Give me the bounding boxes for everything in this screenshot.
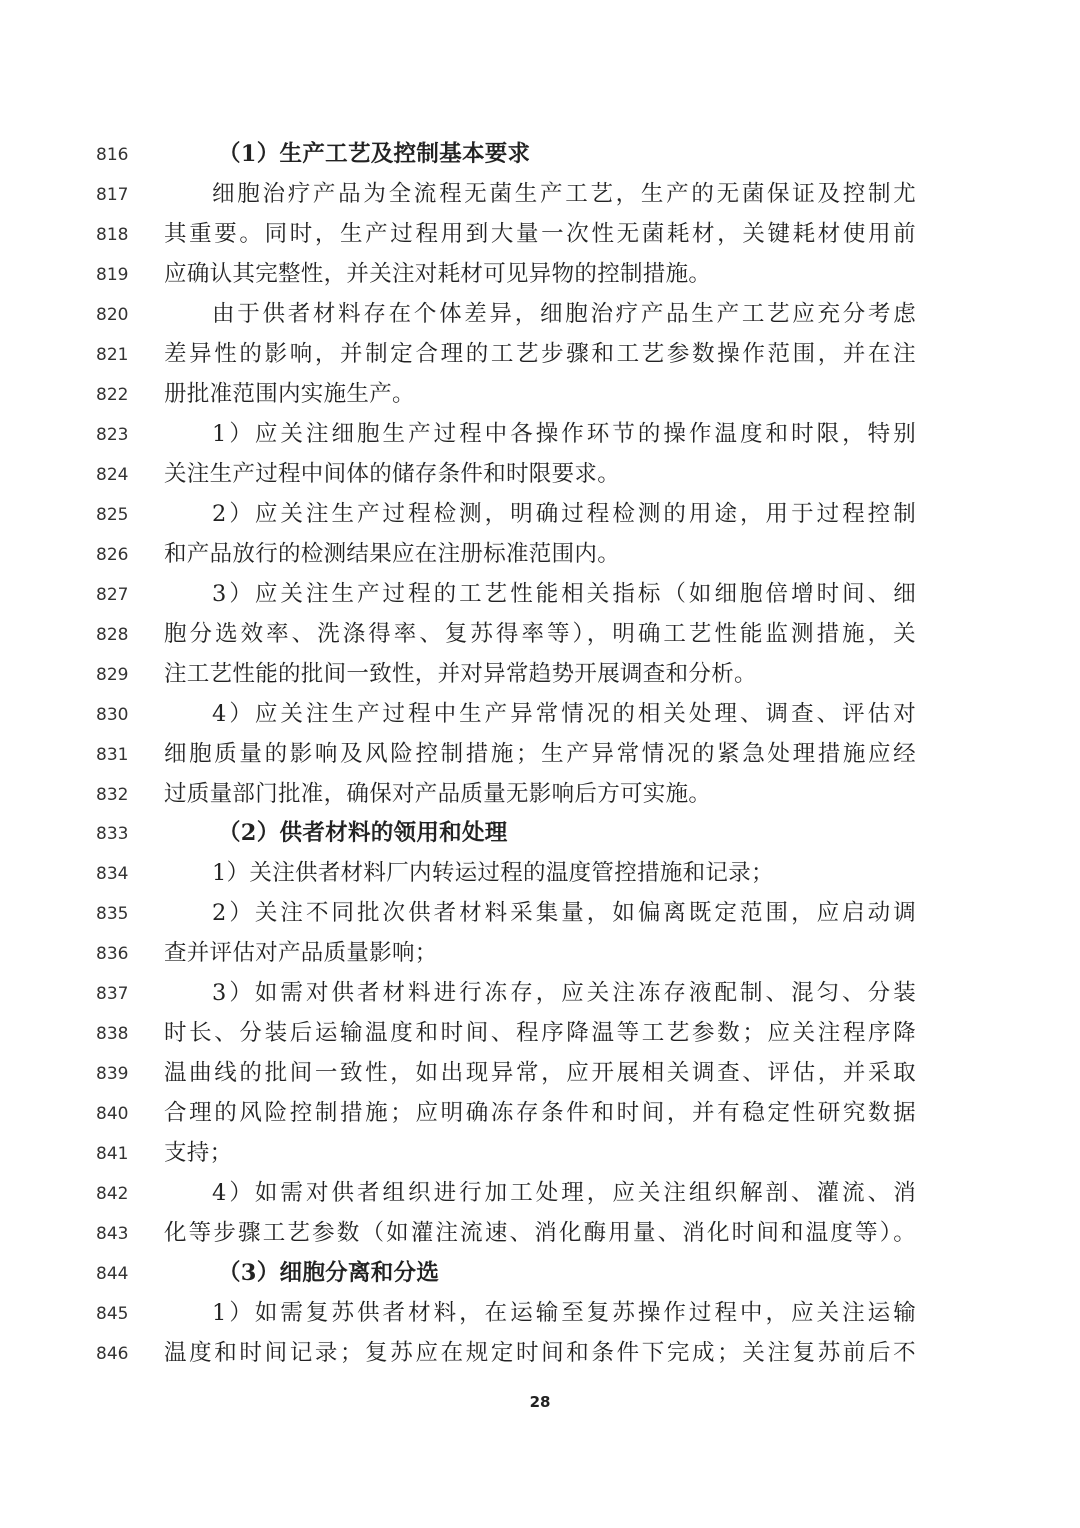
text-line: [0, 696, 1080, 736]
line-text: 应确认其完整性，并关注对耗材可见异物的控制措施。: [164, 261, 712, 287]
text-line: [0, 1335, 1080, 1375]
line-number: 829: [96, 665, 129, 685]
line-text: 细胞治疗产品为全流程无菌生产工艺，生产的无菌保证及控制尤: [212, 181, 916, 207]
text-line: [0, 1215, 1080, 1255]
text-line: [0, 176, 1080, 216]
text-line: [0, 576, 1080, 616]
line-number: 839: [96, 1064, 129, 1084]
line-number: 822: [96, 385, 129, 405]
line-text: 其重要。同时，生产过程用到大量一次性无菌耗材，关键耗材使用前: [164, 221, 916, 247]
line-text: 1）如需复苏供者材料，在运输至复苏操作过程中，应关注运输: [212, 1300, 916, 1326]
text-line: [0, 815, 1080, 855]
line-text: 1）应关注细胞生产过程中各操作环节的操作温度和时限，特别: [212, 421, 916, 447]
line-number: 824: [96, 465, 129, 485]
line-number: 831: [96, 745, 129, 765]
page-number: 28: [529, 1393, 551, 1411]
text-line: [0, 855, 1080, 895]
line-text: 差异性的影响，并制定合理的工艺步骤和工艺参数操作范围，并在注: [164, 341, 916, 367]
line-text: 胞分选效率、洗涤得率、复苏得率等），明确工艺性能监测措施，关: [164, 621, 916, 647]
line-number: 837: [96, 984, 129, 1004]
line-text: 注工艺性能的批间一致性，并对异常趋势开展调查和分析。: [164, 661, 757, 687]
text-line: [0, 776, 1080, 816]
section-heading: （3）细胞分离和分选: [218, 1260, 440, 1286]
line-number: 825: [96, 505, 129, 525]
text-line: [0, 216, 1080, 256]
text-line: [0, 136, 1080, 176]
line-text: 2）应关注生产过程检测，明确过程检测的用途，用于过程控制: [212, 501, 916, 527]
line-text: 1）关注供者材料厂内转运过程的温度管控措施和记录；: [212, 860, 774, 886]
text-line: [0, 1095, 1080, 1135]
line-number: 830: [96, 705, 129, 725]
text-line: [0, 1135, 1080, 1175]
line-number: 826: [96, 545, 129, 565]
text-line: [0, 416, 1080, 456]
line-number: 841: [96, 1144, 129, 1164]
section-heading: （1）生产工艺及控制基本要求: [218, 141, 531, 167]
line-text: 细胞质量的影响及风险控制措施；生产异常情况的紧急处理措施应经: [164, 741, 916, 767]
text-line: [0, 1295, 1080, 1335]
line-text: 化等步骤工艺参数（如灌注流速、消化酶用量、消化时间和温度等）。: [164, 1220, 916, 1246]
text-line: [0, 656, 1080, 696]
line-text: 4）应关注生产过程中生产异常情况的相关处理、调查、评估对: [212, 701, 916, 727]
line-number: 838: [96, 1024, 129, 1044]
line-number: 843: [96, 1224, 129, 1244]
line-number: 835: [96, 904, 129, 924]
text-line: [0, 296, 1080, 336]
line-text: 温曲线的批间一致性，如出现异常，应开展相关调查、评估，并采取: [164, 1060, 916, 1086]
line-number: 816: [96, 145, 129, 165]
text-line: [0, 256, 1080, 296]
line-text: 关注生产过程中间体的储存条件和时限要求。: [164, 461, 621, 487]
line-number: 817: [96, 185, 129, 205]
line-text: 查并评估对产品质量影响；: [164, 940, 438, 966]
text-line: [0, 736, 1080, 776]
text-line: [0, 336, 1080, 376]
line-number: 821: [96, 345, 129, 365]
text-line: [0, 496, 1080, 536]
text-line: [0, 376, 1080, 416]
line-number: 833: [96, 824, 129, 844]
line-number: 820: [96, 305, 129, 325]
line-text: 3）如需对供者材料进行冻存，应关注冻存液配制、混匀、分装: [212, 980, 916, 1006]
text-line: [0, 1055, 1080, 1095]
line-text: 合理的风险控制措施；应明确冻存条件和时间，并有稳定性研究数据: [164, 1100, 916, 1126]
line-number: 819: [96, 265, 129, 285]
line-number: 846: [96, 1344, 129, 1364]
line-number: 840: [96, 1104, 129, 1124]
section-heading: （2）供者材料的领用和处理: [218, 820, 508, 846]
text-line: [0, 935, 1080, 975]
line-text: 支持；: [164, 1140, 233, 1166]
line-number: 828: [96, 625, 129, 645]
line-text: 过质量部门批准，确保对产品质量无影响后方可实施。: [164, 781, 712, 807]
line-text: 4）如需对供者组织进行加工处理，应关注组织解剖、灌流、消: [212, 1180, 916, 1206]
line-text: 时长、分装后运输温度和时间、程序降温等工艺参数；应关注程序降: [164, 1020, 916, 1046]
text-line: [0, 1255, 1080, 1295]
line-number: 842: [96, 1184, 129, 1204]
line-number: 823: [96, 425, 129, 445]
line-number: 818: [96, 225, 129, 245]
text-line: [0, 616, 1080, 656]
text-line: [0, 456, 1080, 496]
line-text: 2）关注不同批次供者材料采集量，如偏离既定范围，应启动调: [212, 900, 916, 926]
line-text: 温度和时间记录；复苏应在规定时间和条件下完成；关注复苏前后不: [164, 1340, 916, 1366]
text-line: [0, 895, 1080, 935]
line-number: 827: [96, 585, 129, 605]
text-line: [0, 536, 1080, 576]
line-text: 3）应关注生产过程的工艺性能相关指标（如细胞倍增时间、细: [212, 581, 916, 607]
text-line: [0, 1175, 1080, 1215]
line-number: 832: [96, 785, 129, 805]
line-text: 和产品放行的检测结果应在注册标准范围内。: [164, 541, 621, 567]
line-text: 由于供者材料存在个体差异，细胞治疗产品生产工艺应充分考虑: [212, 301, 916, 327]
line-number: 844: [96, 1264, 129, 1284]
text-line: [0, 975, 1080, 1015]
line-number: 834: [96, 864, 129, 884]
line-number: 845: [96, 1304, 129, 1324]
line-text: 册批准范围内实施生产。: [164, 381, 415, 407]
text-line: [0, 1015, 1080, 1055]
line-number: 836: [96, 944, 129, 964]
